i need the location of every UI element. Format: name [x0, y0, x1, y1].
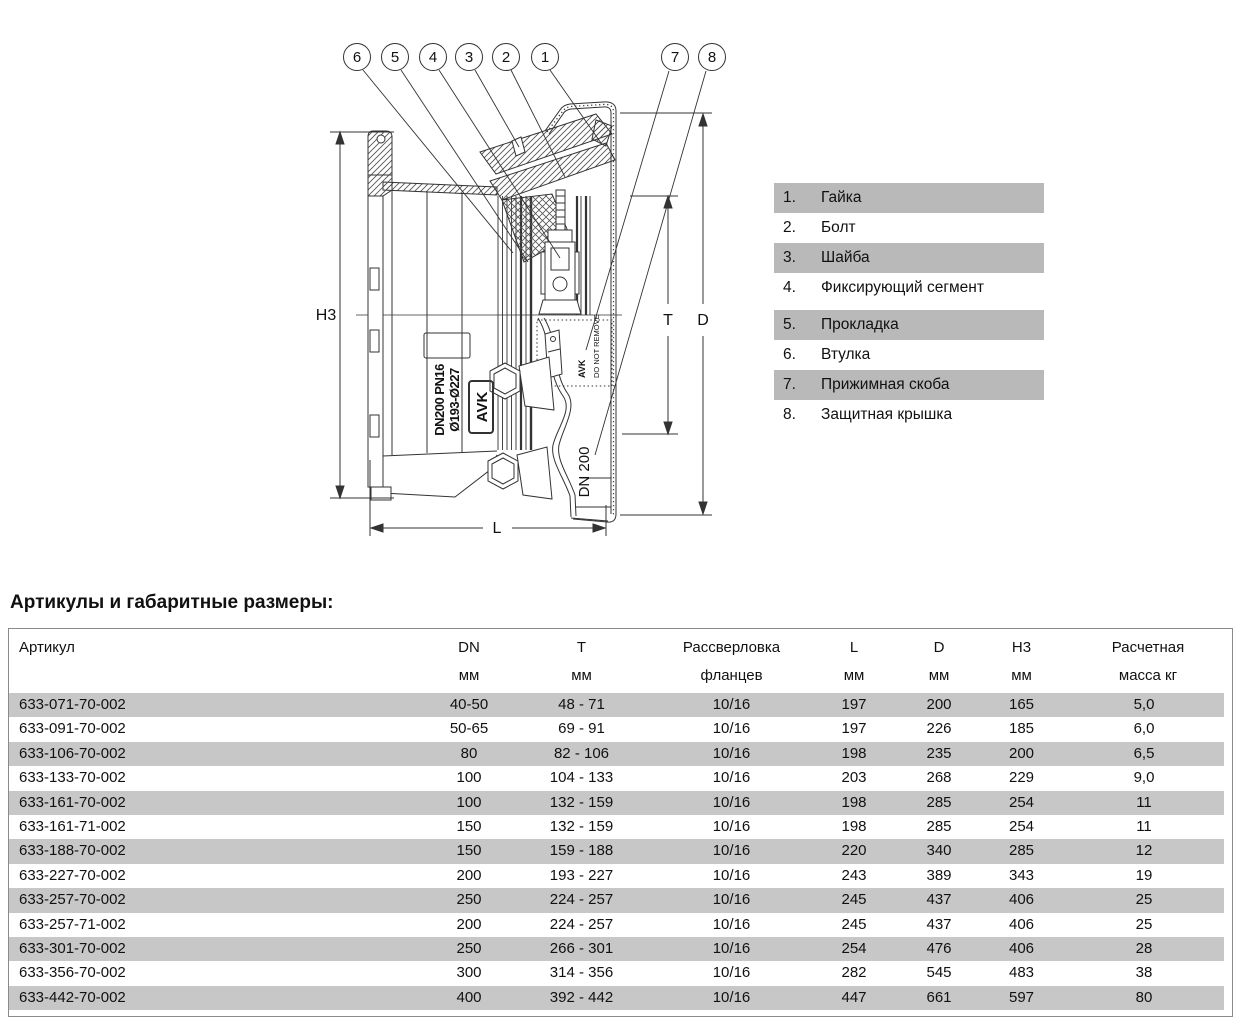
dim-label-d: D	[697, 312, 709, 329]
table-header-units	[9, 662, 1232, 690]
column-header: T	[576, 639, 587, 656]
table-cell: 197	[841, 696, 867, 713]
table-cell: 198	[841, 817, 867, 835]
table-cell: 132 - 159	[549, 817, 614, 835]
table-row	[9, 717, 1224, 741]
table-cell: 633-133-70-002	[19, 769, 126, 787]
legend-item-number: 8.	[783, 406, 796, 423]
table-cell: 80	[460, 744, 478, 762]
table-cell: 150	[456, 817, 482, 835]
table-cell: 10/16	[712, 866, 751, 884]
table-cell: 254	[1008, 793, 1035, 811]
legend-item	[774, 273, 1044, 303]
table-cell: 285	[1008, 842, 1035, 860]
legend-item-label: Защитная крышка	[821, 406, 953, 423]
brand-logo-text: AVK	[474, 391, 491, 423]
table-cell: 633-091-70-002	[19, 720, 126, 738]
table-cell: 224 - 257	[549, 915, 614, 933]
legend-item	[774, 400, 1044, 430]
table-cell: 389	[926, 866, 952, 884]
legend-item	[774, 310, 1044, 340]
part-balloons	[344, 44, 726, 71]
legend-item-number: 2.	[783, 219, 796, 236]
flange-section	[368, 131, 392, 500]
table-row	[9, 815, 1224, 839]
table-cell: 224 - 257	[549, 891, 614, 909]
tag-text: DO NOT REMOVE	[592, 314, 601, 378]
table-cell: 220	[841, 842, 867, 860]
table-cell: 100	[456, 769, 482, 787]
legend-item	[774, 243, 1044, 273]
legend-item	[774, 213, 1044, 243]
table-cell: 200	[456, 915, 482, 933]
table-cell: 203	[841, 769, 867, 787]
table-cell: 19	[1135, 866, 1153, 884]
table-cell: 38	[1135, 964, 1153, 982]
table-cell: 10/16	[712, 915, 751, 933]
table-cell: 6,0	[1133, 720, 1155, 738]
marking-spec-line2: DN200 PN16	[432, 364, 447, 436]
table-cell: 633-161-70-002	[19, 793, 126, 811]
column-unit: мм	[571, 667, 592, 684]
balloon-number: 8	[707, 49, 717, 66]
table-cell: 437	[926, 891, 952, 909]
table-row	[9, 791, 1224, 815]
legend-item-label: Втулка	[821, 346, 871, 363]
table-cell: 10/16	[712, 842, 751, 860]
table-cell: 597	[1008, 988, 1035, 1006]
balloon-number: 2	[501, 49, 511, 66]
table-cell: 235	[926, 744, 952, 762]
table-cell: 198	[841, 793, 867, 811]
table-cell: 300	[456, 964, 482, 982]
table-cell: 633-257-70-002	[19, 891, 126, 909]
table-cell: 343	[1008, 866, 1035, 884]
table-row	[9, 839, 1224, 863]
column-header: DN	[458, 639, 480, 656]
table-cell: 633-301-70-002	[19, 939, 126, 957]
table-cell: 185	[1008, 720, 1035, 738]
table-row	[9, 742, 1224, 766]
table-cell: 10/16	[712, 964, 751, 982]
table-cell: 193 - 227	[549, 866, 614, 884]
table-cell: 476	[926, 939, 952, 957]
table-cell: 633-227-70-002	[19, 866, 126, 884]
table-cell: 633-356-70-002	[19, 964, 126, 982]
table-cell: 104 - 133	[549, 769, 614, 787]
table-cell: 10/16	[712, 769, 751, 787]
table-cell: 314 - 356	[549, 964, 614, 982]
table-cell: 165	[1008, 696, 1035, 713]
table-cell: 200	[926, 696, 952, 713]
table-cell: 406	[1008, 915, 1035, 933]
legend-item-number: 4.	[783, 279, 796, 296]
table-cell: 254	[1008, 817, 1035, 835]
column-unit: фланцев	[700, 667, 763, 684]
table-cell: 250	[456, 891, 482, 909]
legend-item-number: 3.	[783, 249, 796, 266]
column-unit: мм	[1011, 667, 1032, 684]
balloon-number: 1	[540, 49, 550, 66]
table-cell: 150	[456, 842, 482, 860]
table-cell: 10/16	[712, 793, 751, 811]
dim-label-t: T	[663, 312, 673, 329]
brand-logo	[469, 381, 493, 433]
legend-item-label: Шайба	[821, 249, 870, 266]
legend-item-number: 1.	[783, 189, 796, 206]
balloon-number: 6	[352, 49, 362, 66]
table-cell: 633-071-70-002	[19, 696, 126, 713]
table-cell: 25	[1135, 891, 1153, 909]
table-cell: 132 - 159	[549, 793, 614, 811]
table-cell: 200	[1008, 744, 1035, 762]
table-cell: 28	[1135, 939, 1153, 957]
dim-label-l: L	[492, 520, 502, 537]
table-cell: 200	[456, 866, 482, 884]
table-cell: 282	[841, 964, 867, 982]
table-cell: 100	[456, 793, 482, 811]
table-cell: 633-257-71-002	[19, 915, 126, 933]
column-header: H3	[1011, 639, 1032, 656]
legend-item-label: Гайка	[821, 189, 862, 206]
marking-dn-label: DN 200	[576, 446, 593, 498]
table-cell: 406	[1008, 891, 1035, 909]
table-row	[9, 888, 1224, 912]
column-header: D	[933, 639, 945, 656]
column-header: Рассверловка	[682, 639, 781, 656]
table-cell: 197	[841, 720, 867, 738]
table-cell: 25	[1135, 915, 1153, 933]
table-cell: 285	[926, 817, 952, 835]
legend-item	[774, 183, 1044, 213]
column-unit	[9, 662, 429, 690]
balloon-number: 4	[428, 49, 438, 66]
table-cell: 633-442-70-002	[19, 988, 126, 1006]
table-cell: 11	[1136, 817, 1152, 835]
table-cell: 340	[926, 842, 952, 860]
table-cell: 633-106-70-002	[19, 744, 126, 762]
legend-item-label: Фиксирующий сегмент	[821, 279, 984, 296]
dim-label-h3: H3	[315, 307, 337, 324]
table-cell: 11	[1136, 793, 1152, 811]
table-cell: 10/16	[712, 891, 751, 909]
column-header: Артикул	[19, 639, 75, 656]
table-cell: 400	[456, 988, 482, 1006]
legend-item	[774, 370, 1044, 400]
table-cell: 10/16	[712, 939, 751, 957]
table-cell: 159 - 188	[549, 842, 614, 860]
column-header: Расчетная	[1111, 639, 1185, 656]
column-unit: масса кг	[1118, 667, 1178, 684]
legend-item	[774, 340, 1044, 370]
table-row	[9, 913, 1224, 937]
table-cell: 243	[841, 866, 867, 884]
table-cell: 10/16	[712, 744, 751, 762]
table-cell: 10/16	[712, 720, 751, 738]
table-cell: 254	[841, 939, 867, 957]
legend-item-label: Прокладка	[821, 316, 899, 333]
table-cell: 392 - 442	[549, 988, 614, 1006]
table-cell: 285	[926, 793, 952, 811]
column-unit: мм	[843, 667, 865, 684]
balloon-number: 7	[670, 49, 680, 66]
column-unit: мм	[928, 667, 950, 684]
dimensions-table	[8, 628, 1233, 1017]
table-cell: 40-50	[449, 696, 489, 713]
table-cell: 48 - 71	[558, 696, 605, 713]
table-cell: 437	[926, 915, 952, 933]
table-cell: 483	[1008, 964, 1035, 982]
legend-item-number: 6.	[783, 346, 796, 363]
table-cell: 69 - 91	[558, 720, 605, 738]
table-cell: 633-161-71-002	[19, 817, 126, 835]
table-row	[9, 961, 1224, 985]
table-cell: 10/16	[712, 817, 751, 835]
table-row	[9, 986, 1224, 1010]
table-row	[9, 864, 1224, 888]
parts-legend	[774, 183, 1044, 430]
legend-item-number: 7.	[783, 376, 796, 393]
table-body	[9, 693, 1232, 1010]
legend-item-label: Прижимная скоба	[821, 376, 950, 393]
table-cell: 266 - 301	[549, 939, 614, 957]
balloon-number: 3	[464, 49, 474, 66]
table-cell: 268	[926, 769, 952, 787]
table-cell: 82 - 106	[553, 744, 610, 762]
table-cell: 198	[841, 744, 867, 762]
tag-brand-text: AVK	[577, 359, 587, 378]
table-cell: 226	[926, 720, 952, 738]
table-cell: 250	[456, 939, 482, 957]
column-header: L	[849, 639, 859, 656]
table-cell: 5,0	[1133, 696, 1155, 713]
legend-item-label: Болт	[821, 219, 856, 236]
table-cell: 245	[841, 891, 867, 909]
table-cell: 6,5	[1133, 744, 1155, 762]
table-cell: 50-65	[449, 720, 489, 738]
table-cell: 9,0	[1133, 769, 1155, 787]
table-row	[9, 693, 1224, 717]
table-row	[9, 766, 1224, 790]
table-row	[9, 937, 1224, 961]
table-cell: 12	[1135, 842, 1153, 860]
marking-spec-line1: Ø193-Ø227	[447, 368, 462, 432]
table-cell: 406	[1008, 939, 1035, 957]
table-cell: 633-188-70-002	[19, 842, 126, 860]
table-cell: 10/16	[712, 696, 751, 713]
table-cell: 80	[1135, 988, 1153, 1006]
table-cell: 229	[1008, 769, 1035, 787]
balloon-number: 5	[390, 49, 400, 66]
coupling-body	[383, 182, 497, 497]
table-cell: 245	[841, 915, 867, 933]
table-cell: 10/16	[712, 988, 751, 1006]
table-header-labels	[9, 634, 1232, 662]
table-cell: 661	[926, 988, 952, 1006]
legend-item-number: 5.	[783, 316, 796, 333]
table-cell: 545	[926, 964, 952, 982]
column-unit: мм	[458, 667, 480, 684]
table-cell: 447	[841, 988, 867, 1006]
section-title: Артикулы и габаритные размеры:	[10, 592, 334, 613]
